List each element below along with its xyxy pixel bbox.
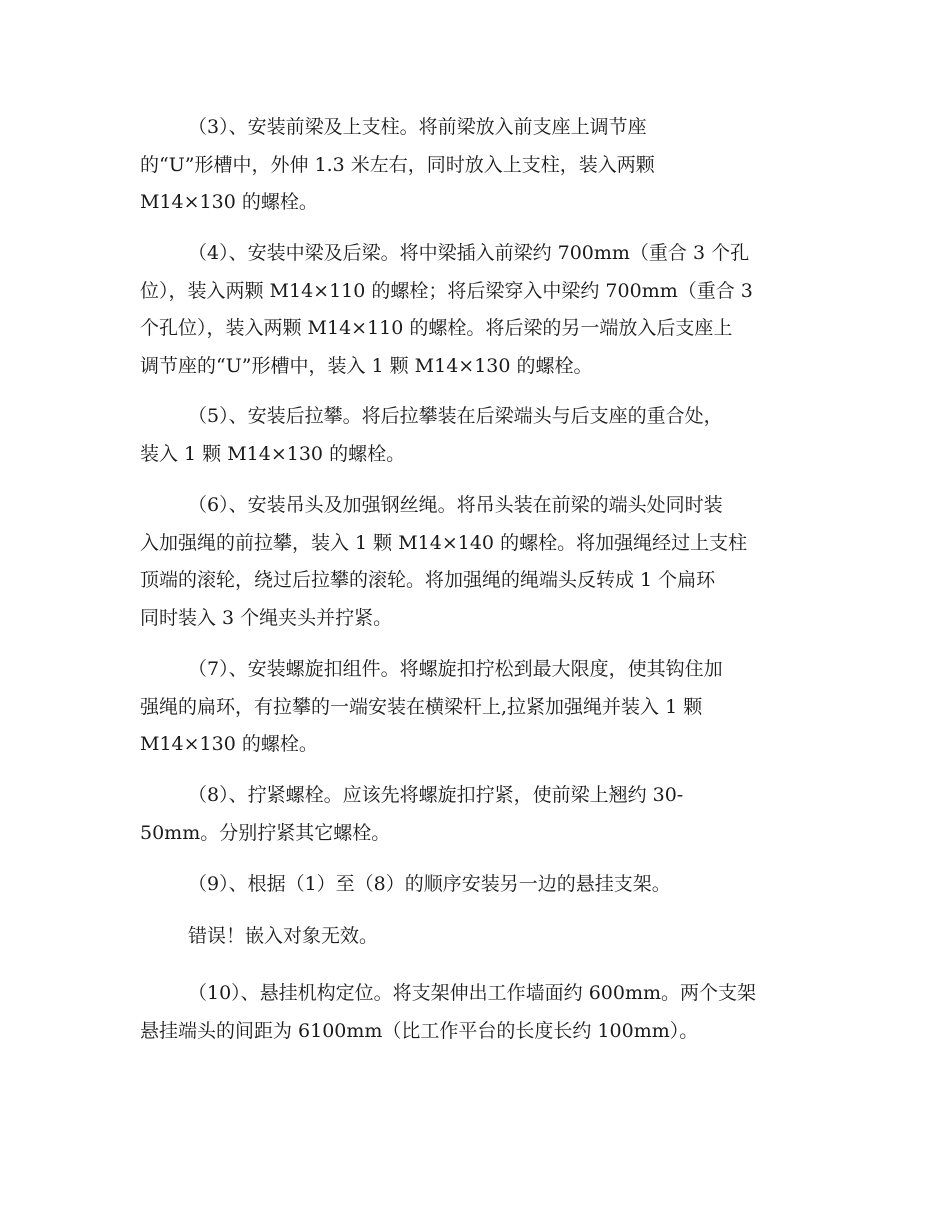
paragraph-line: （4）、安装中梁及后梁。将中梁插入前梁约 700mm（重合 3 个孔: [188, 242, 750, 264]
paragraph-step-6: [140, 487, 820, 637]
error-message: 错误！嵌入对象无效。: [188, 925, 379, 947]
paragraph-line: 50mm。分别拧紧其它螺栓。: [140, 821, 391, 844]
paragraph-line: （6）、安装吊头及加强钢丝绳。将吊头装在前梁的端头处同时装: [188, 494, 723, 516]
paragraph-step-5: [140, 398, 820, 473]
paragraph-line: M14×130 的螺栓。: [140, 733, 318, 755]
paragraph-line: 强绳的扁环，有拉攀的一端安装在横梁杆上,拉紧加强绳并装入 1 颗: [140, 695, 703, 718]
paragraph-line: （3）、安装前梁及上支柱。将前梁放入前支座上调节座: [188, 116, 647, 138]
paragraph-line: 调节座的“U”形槽中，装入 1 颗 M14×130 的螺栓。: [140, 354, 593, 377]
paragraph-line: （9）、根据（1）至（8）的顺序安装另一边的悬挂支架。: [188, 873, 671, 895]
paragraph-line: M14×130 的螺栓。: [140, 191, 318, 213]
embedded-object-error: [140, 918, 820, 956]
paragraph-line: 入加强绳的前拉攀，装入 1 颗 M14×140 的螺栓。将加强绳经过上支柱: [140, 531, 748, 554]
paragraph-step-4: [140, 235, 820, 385]
paragraph-step-9: [140, 866, 820, 904]
paragraph-line: （7）、安装螺旋扣组件。将螺旋扣拧松到最大限度，使其钩住加: [188, 658, 723, 680]
paragraph-line: 位），装入两颗 M14×110 的螺栓；将后梁穿入中梁约 700mm（重合 3: [140, 279, 753, 302]
paragraph-line: 装入 1 颗 M14×130 的螺栓。: [140, 442, 406, 465]
paragraph-line: 顶端的滚轮，绕过后拉攀的滚轮。将加强绳的绳端头反转成 1 个扁环: [140, 569, 716, 591]
paragraph-line: 个孔位），装入两颗 M14×110 的螺栓。将后梁的另一端放入后支座上: [140, 317, 733, 339]
paragraph-line: 悬挂端头的间距为 6100mm（比工作平台的长度长约 100mm）。: [140, 1019, 699, 1042]
paragraph-line: （8）、拧紧螺栓。应该先将螺旋扣拧紧，使前梁上翘约 30-: [188, 784, 684, 806]
paragraph-step-7: [140, 651, 820, 764]
paragraph-step-3: [140, 109, 820, 222]
paragraph-line: （10）、悬挂机构定位。将支架伸出工作墙面约 600mm。两个支架: [188, 982, 757, 1004]
paragraph-step-8: [140, 777, 820, 852]
paragraph-line: （5）、安装后拉攀。将后拉攀装在后梁端头与后支座的重合处，: [188, 405, 723, 427]
paragraph-line: 同时装入 3 个绳夹头并拧紧。: [140, 606, 393, 629]
paragraph-step-10: [140, 975, 820, 1050]
paragraph-line: 的“U”形槽中，外伸 1.3 米左右，同时放入上支柱，装入两颗: [140, 153, 655, 176]
